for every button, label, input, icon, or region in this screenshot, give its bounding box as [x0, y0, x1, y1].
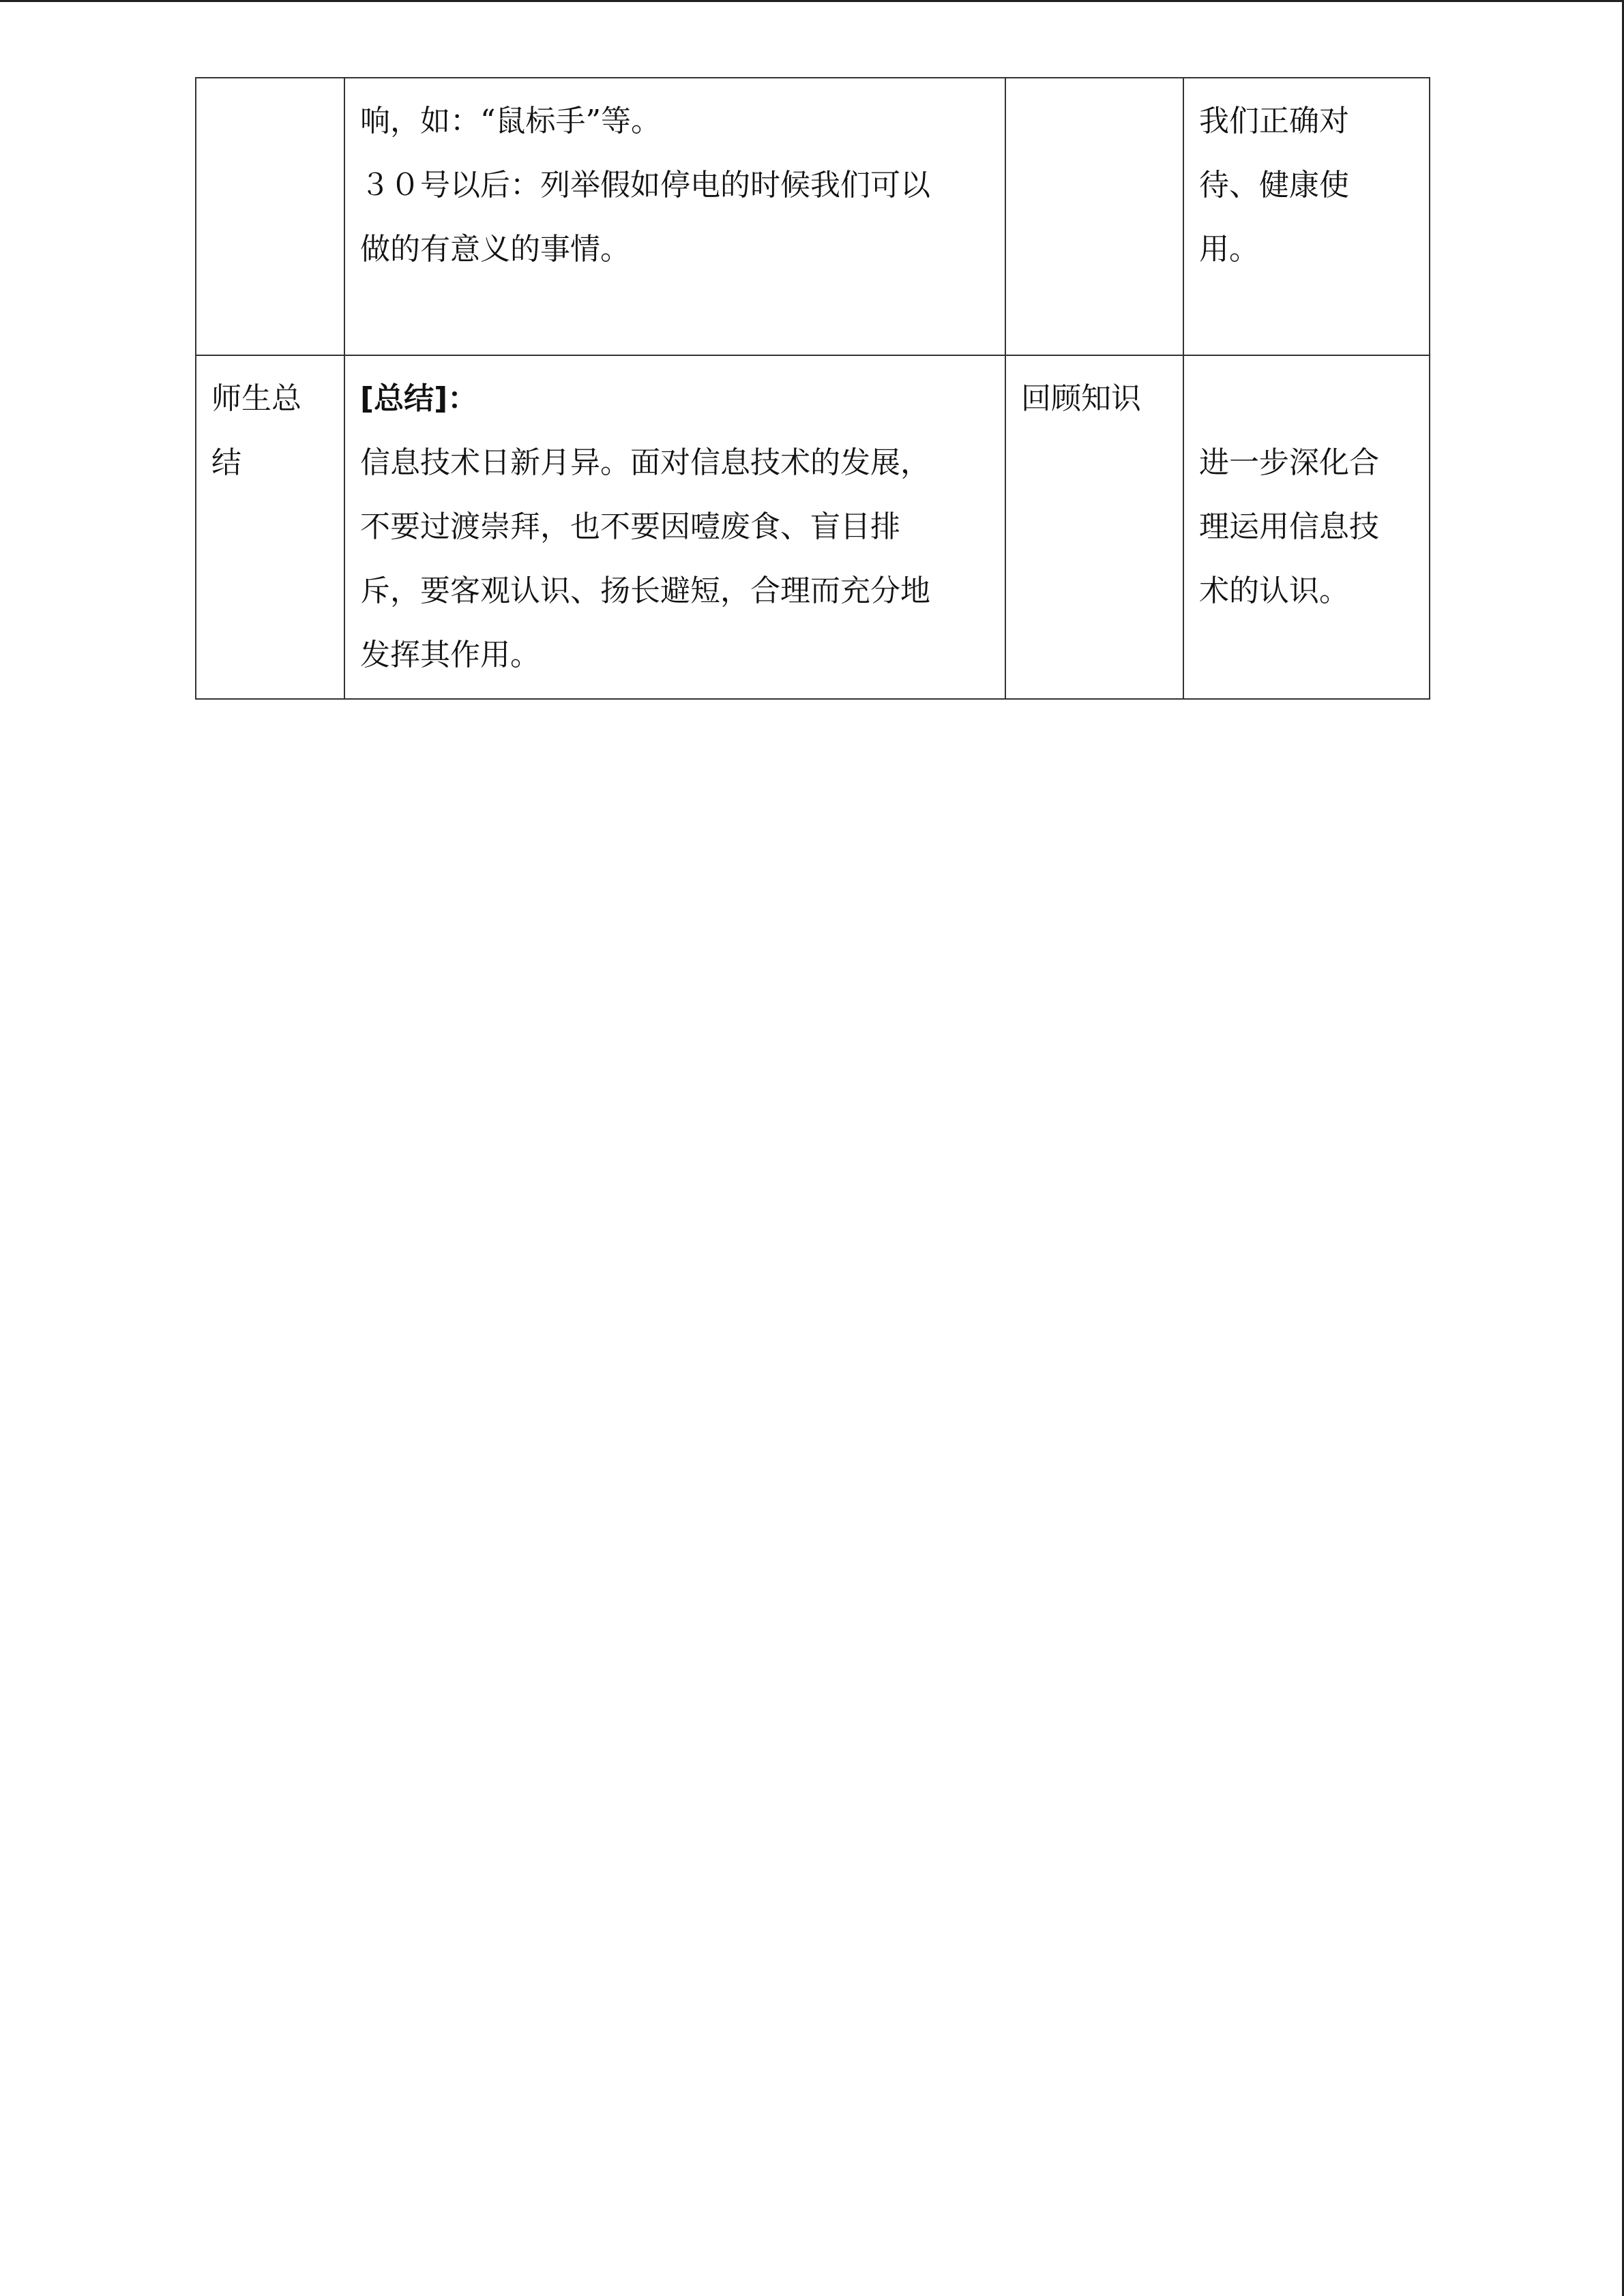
text-line: 做的有意义的事情。 [360, 232, 630, 267]
text-line: ３０号以后：列举假如停电的时候我们可以 [360, 168, 930, 203]
summary-heading: [总结]： [360, 381, 478, 416]
design-intent-cell [1183, 355, 1430, 699]
stage-label-line: 结 [211, 445, 241, 480]
lesson-plan-table [195, 77, 1430, 700]
text-line: 不要过渡崇拜，也不要因噎废食、盲目排 [360, 509, 900, 544]
text-line: 用。 [1199, 232, 1259, 267]
stage-label-line: 师生总 [211, 381, 301, 416]
page-top-border [0, 0, 1624, 2]
text-line: 回顾知识 [1021, 381, 1141, 416]
text-line: 响，如：“鼠标手”等。 [360, 104, 661, 138]
table-row [196, 355, 1430, 699]
text-line: 发挥其作用。 [360, 638, 540, 672]
student-activity-cell [1005, 355, 1183, 699]
student-activity-cell [1005, 78, 1183, 355]
design-intent-cell [1183, 78, 1430, 355]
text-line: 进一步深化合 [1199, 445, 1379, 480]
stage-cell [196, 78, 344, 355]
stage-cell [196, 355, 344, 699]
teacher-activity-cell [344, 78, 1005, 355]
text-line: 理运用信息技 [1199, 509, 1379, 544]
text-line: 术的认识。 [1199, 573, 1349, 608]
table-row [196, 78, 1430, 355]
text-line: 信息技术日新月异。面对信息技术的发展， [360, 445, 930, 480]
text-line: 斥，要客观认识、扬长避短，合理而充分地 [360, 573, 930, 608]
teacher-activity-cell [344, 355, 1005, 699]
text-line: 待、健康使 [1199, 168, 1349, 203]
text-line: 我们正确对 [1199, 104, 1349, 138]
